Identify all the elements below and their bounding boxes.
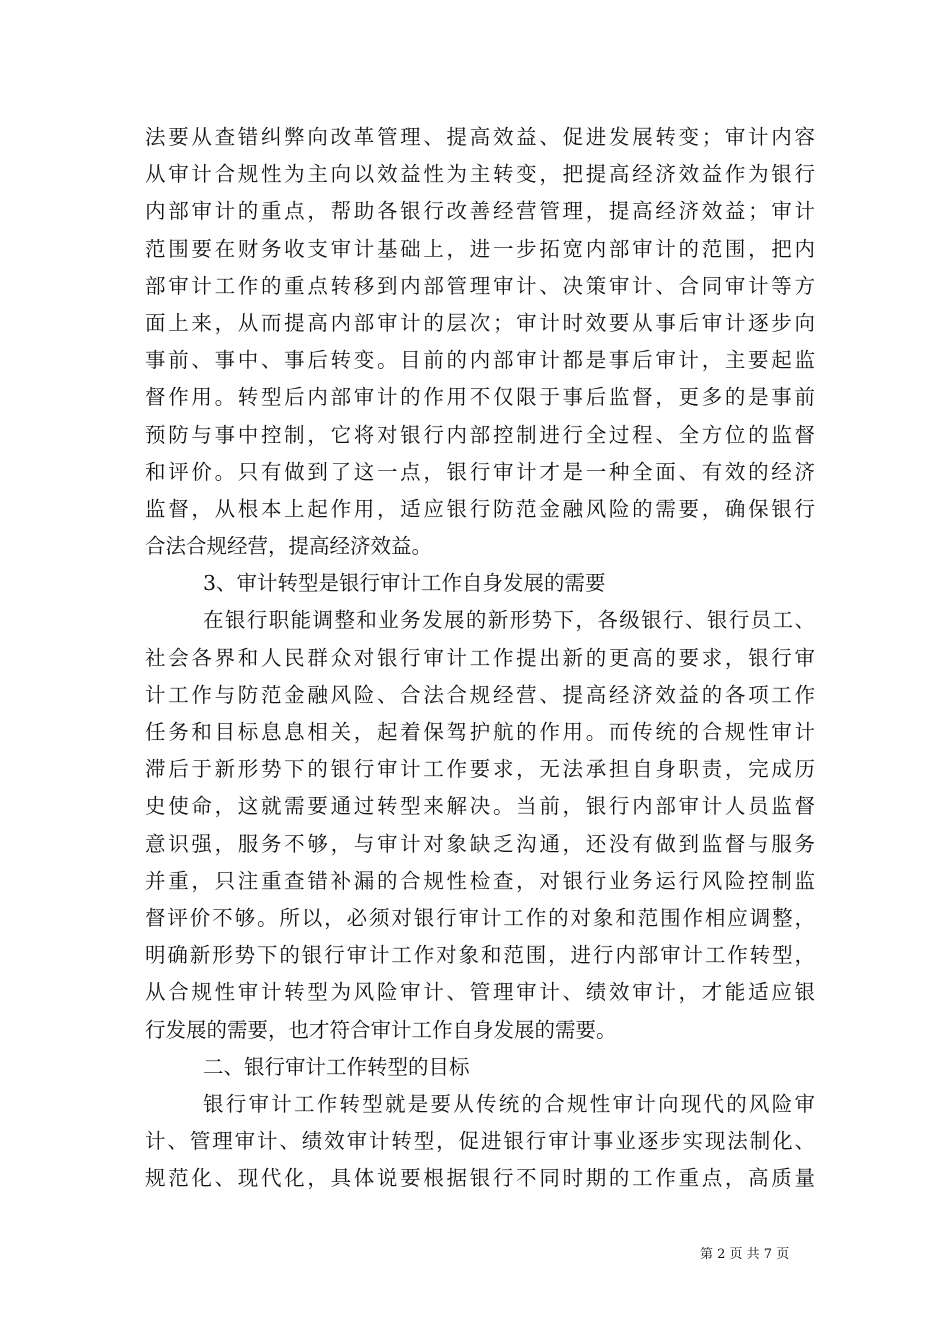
- text-line: 从审计合规性为主向以效益性为主转变，把提高经济效益作为银行: [145, 162, 815, 187]
- section-heading: 二、银行审计工作转型的目标: [203, 1054, 470, 1079]
- text-line: 面上来，从而提高内部审计的层次；审计时效要从事后审计逐步向: [145, 310, 815, 335]
- text-line: 事前、事中、事后转变。目前的内部审计都是事后审计，主要起监: [145, 348, 815, 373]
- text-line: 计工作与防范金融风险、合法合规经营、提高经济效益的各项工作: [145, 682, 815, 707]
- page-number: 第 2 页 共 7 页: [700, 1247, 790, 1262]
- text-line: 预防与事中控制，它将对银行内部控制进行全过程、全方位的监督: [145, 422, 815, 447]
- text-line: 计、管理审计、绩效审计转型，促进银行审计事业逐步实现法制化、: [145, 1129, 815, 1154]
- text-line: 并重，只注重查错补漏的合规性检查，对银行业务运行风险控制监: [145, 868, 815, 893]
- text-line: 滞后于新形势下的银行审计工作要求，无法承担自身职责，完成历: [145, 757, 815, 782]
- text-line: 行发展的需要，也才符合审计工作自身发展的需要。: [145, 1017, 617, 1042]
- text-line: 督作用。转型后内部审计的作用不仅限于事后监督，更多的是事前: [145, 385, 815, 410]
- text-line: 在银行职能调整和业务发展的新形势下，各级银行、银行员工、: [203, 608, 815, 633]
- text-line: 督评价不够。所以，必须对银行审计工作的对象和范围作相应调整，: [145, 905, 815, 930]
- text-line: 部审计工作的重点转移到内部管理审计、决策审计、合同审计等方: [145, 273, 815, 298]
- document-body: [145, 119, 815, 1197]
- text-line: 监督，从根本上起作用，适应银行防范金融风险的需要，确保银行: [145, 496, 815, 521]
- text-line: 明确新形势下的银行审计工作对象和范围，进行内部审计工作转型，: [145, 943, 815, 968]
- text-line: 和评价。只有做到了这一点，银行审计才是一种全面、有效的经济: [145, 459, 815, 484]
- text-line: 意识强，服务不够，与审计对象缺乏沟通，还没有做到监督与服务: [145, 831, 815, 856]
- text-line: 银行审计工作转型就是要从传统的合规性审计向现代的风险审: [203, 1091, 815, 1116]
- text-line: 内部审计的重点，帮助各银行改善经营管理，提高经济效益；审计: [145, 199, 815, 224]
- section-heading: 3、审计转型是银行审计工作自身发展的需要: [203, 571, 606, 596]
- text-line: 从合规性审计转型为风险审计、管理审计、绩效审计，才能适应银: [145, 980, 815, 1005]
- text-line: 范围要在财务收支审计基础上，进一步拓宽内部审计的范围，把内: [145, 236, 815, 261]
- text-line: 史使命，这就需要通过转型来解决。当前，银行内部审计人员监督: [145, 794, 815, 819]
- text-line: 法要从查错纠弊向改革管理、提高效益、促进发展转变；审计内容: [145, 125, 815, 149]
- text-line: 合法合规经营，提高经济效益。: [145, 534, 432, 559]
- text-line: 规范化、现代化，具体说要根据银行不同时期的工作重点，高质量: [145, 1166, 815, 1191]
- text-line: 任务和目标息息相关，起着保驾护航的作用。而传统的合规性审计: [145, 720, 815, 744]
- text-line: 社会各界和人民群众对银行审计工作提出新的更高的要求，银行审: [145, 645, 815, 670]
